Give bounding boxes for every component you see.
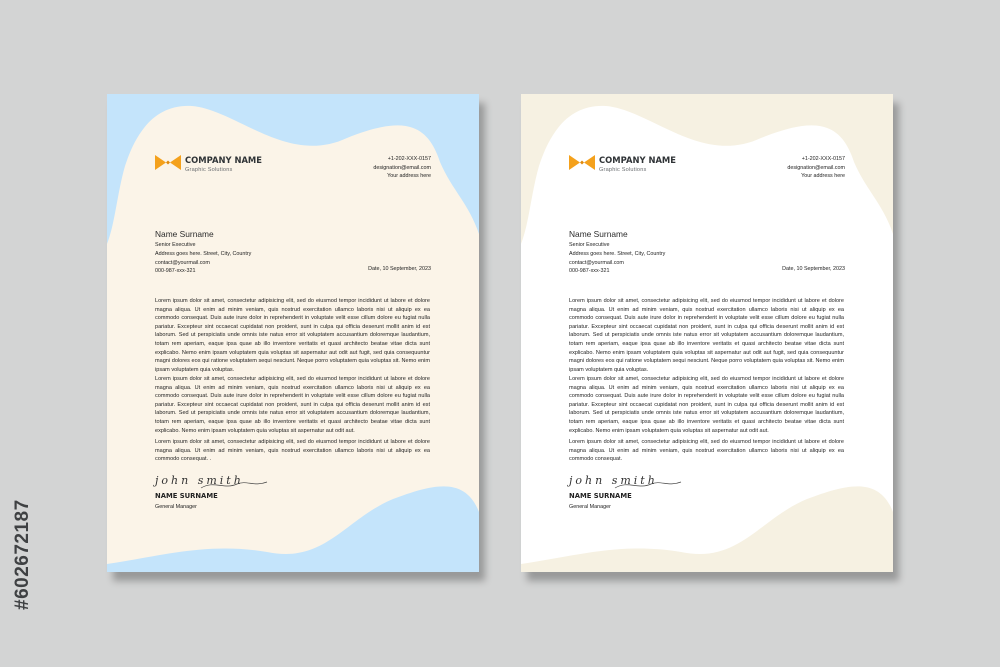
recipient-title: Senior Executive bbox=[569, 242, 610, 248]
handwritten-signature: john smith bbox=[155, 474, 244, 487]
letter-date: Date, 10 September, 2023 bbox=[368, 266, 431, 272]
recipient-phone: 000-987-xxx-321 bbox=[155, 268, 196, 275]
company-tagline: Graphic Solutions bbox=[599, 167, 647, 173]
recipient-name: Name Surname bbox=[155, 229, 214, 239]
body-paragraph-1: Lorem ipsum dolor sit amet, consectetur adipisicing elit, sed do eiusmod tempor incididunt ut labore et dolore magna aliqua. Ut enim ad minim veniam, quis nostrud exercitation ullamco laboris nisi ut aliquip ex ea commodo consequat. Duis aute irure dolor in reprehenderit in voluptate velit esse cillum dolore eu fugiat nulla pariatur. Excepteur sint occaecat cupidatat non proident, sunt in culpa qui officia deserunt mollit anim id est laborum. Sed ut perspiciatis unde omnis iste natus error sit voluptatem accusantium doloremque laudantium, totam rem aperiam, eaque ipsa quae ab illo inventore veritatis et quasi architecto beatae vitae dicta sunt explicabo. Nemo enim ipsam voluptatem quia voluptas sit aspernatur aut odit aut fugit, sed quia consequuntur magni dolores eos qui ratione voluptatem sequi nesciunt. Neque porro voluptatem quia voluptas sit. Nemo enim ipsam voluptatem quia voluptas. bbox=[155, 298, 430, 373]
signer-name: NAME SURNAME bbox=[155, 492, 218, 500]
recipient-phone: 000-987-xxx-321 bbox=[569, 268, 610, 275]
company-email: designation@email.com bbox=[787, 164, 845, 171]
stock-id-text: #602672187 bbox=[12, 499, 33, 610]
recipient-address: Address goes here. Street, City, Country bbox=[155, 250, 252, 257]
company-name: COMPANY NAME bbox=[185, 155, 262, 165]
letter-date: Date, 10 September, 2023 bbox=[782, 266, 845, 272]
signer-title: General Manager bbox=[155, 504, 197, 510]
company-tagline: Graphic Solutions bbox=[185, 167, 233, 173]
company-phone: +1-202-XXX-0157 bbox=[387, 156, 431, 162]
company-email: designation@email.com bbox=[373, 164, 431, 171]
body-paragraph-2: Lorem ipsum dolor sit amet, consectetur adipisicing elit, sed do eiusmod tempor incididunt ut labore et dolore magna aliqua. Ut enim ad minim veniam, quis nostrud exercitation ullamco laboris nisi ut aliquip ex ea commodo consequat. Duis aute irure dolor in reprehenderit in voluptate velit esse cillum dolore eu fugiat nulla pariatur. Excepteur sint occaecat cupidatat non proident, sunt in culpa qui officia deserunt mollit anim id est laborum. Sed ut perspiciatis unde omnis iste natus error sit voluptatem accusantium doloremque laudantium, totam rem aperiam, eaque ipsa quae ab illo inventore veritatis et quasi architecto beatae vitae dicta sunt explicabo. Nemo enim ipsam voluptatem quia voluptas sit aspernatur aut odit aut. bbox=[155, 376, 430, 434]
recipient-details bbox=[155, 241, 251, 276]
body-paragraph-3: Lorem ipsum dolor sit amet, consectetur adipisicing elit, sed do eiusmod tempor incididunt ut labore et dolore magna aliqua. Ut enim ad minim veniam, quis nostrud exercitation ullamco laboris nisi ut aliquip ex ea commodo consequat. . bbox=[155, 439, 430, 463]
signature-flourish-icon bbox=[199, 478, 269, 492]
company-logo-icon bbox=[569, 155, 595, 170]
recipient-email: contact@yourmail.com bbox=[155, 259, 210, 266]
body-paragraph-1: Lorem ipsum dolor sit amet, consectetur adipisicing elit, sed do eiusmod tempor incididunt ut labore et dolore magna aliqua. Ut enim ad minim veniam, quis nostrud exercitation ullamco laboris nisi ut aliquip ex ea commodo consequat. Duis aute irure dolor in reprehenderit in voluptate velit esse cillum dolore eu fugiat nulla pariatur. Excepteur sint occaecat cupidatat non proident, sunt in culpa qui officia deserunt mollit anim id est laborum. Sed ut perspiciatis unde omnis iste natus error sit voluptatem accusantium doloremque laudantium, totam rem aperiam, eaque ipsa quae ab illo inventore veritatis et quasi architecto beatae vitae dicta sunt explicabo. Nemo enim ipsam voluptatem quia voluptas sit aspernatur aut odit aut fugit, sed quia consequuntur magni dolores eos qui ratione voluptatem sequi nesciunt. Neque porro voluptatem quia voluptas sit. Nemo enim ipsam voluptatem quia voluptas. bbox=[569, 298, 844, 373]
letterhead-sheet-blue bbox=[107, 94, 479, 572]
recipient-details bbox=[569, 241, 665, 276]
handwritten-signature: john smith bbox=[569, 474, 658, 487]
recipient-email: contact@yourmail.com bbox=[569, 259, 624, 266]
recipient-address: Address goes here. Street, City, Country bbox=[569, 250, 666, 257]
signature-flourish-icon bbox=[613, 478, 683, 492]
company-address: Your address here bbox=[387, 173, 431, 180]
recipient-title: Senior Executive bbox=[155, 242, 196, 248]
company-phone: +1-202-XXX-0157 bbox=[801, 156, 845, 162]
stock-id-watermark bbox=[10, 420, 38, 610]
company-name: COMPANY NAME bbox=[599, 155, 676, 165]
company-logo-icon bbox=[155, 155, 181, 170]
company-address: Your address here bbox=[801, 173, 845, 180]
signer-name: NAME SURNAME bbox=[569, 492, 632, 500]
body-paragraph-3: Lorem ipsum dolor sit amet, consectetur adipisicing elit, sed do eiusmod tempor incididunt ut labore et dolore magna aliqua. Ut enim ad minim veniam, quis nostrud exercitation ullamco laboris nisi ut aliquip ex ea commodo consequat. bbox=[569, 439, 844, 463]
body-paragraph-2: Lorem ipsum dolor sit amet, consectetur adipisicing elit, sed do eiusmod tempor incididunt ut labore et dolore magna aliqua. Ut enim ad minim veniam, quis nostrud exercitation ullamco laboris nisi ut aliquip ex ea commodo consequat. Duis aute irure dolor in reprehenderit in voluptate velit esse cillum dolore eu fugiat nulla pariatur. Excepteur sint occaecat cupidatat non proident, sunt in culpa qui officia deserunt mollit anim id est laborum. Sed ut perspiciatis unde omnis iste natus error sit voluptatem accusantium doloremque laudantium, totam rem aperiam, eaque ipsa quae ab illo inventore veritatis et quasi architecto beatae vitae dicta sunt explicabo. Nemo enim ipsam voluptatem quia voluptas sit aspernatur aut odit aut. bbox=[569, 376, 844, 434]
letterhead-sheet-cream bbox=[521, 94, 893, 572]
signer-title: General Manager bbox=[569, 504, 611, 510]
company-contact-block bbox=[373, 155, 431, 181]
company-contact-block bbox=[787, 155, 845, 181]
recipient-name: Name Surname bbox=[569, 229, 628, 239]
